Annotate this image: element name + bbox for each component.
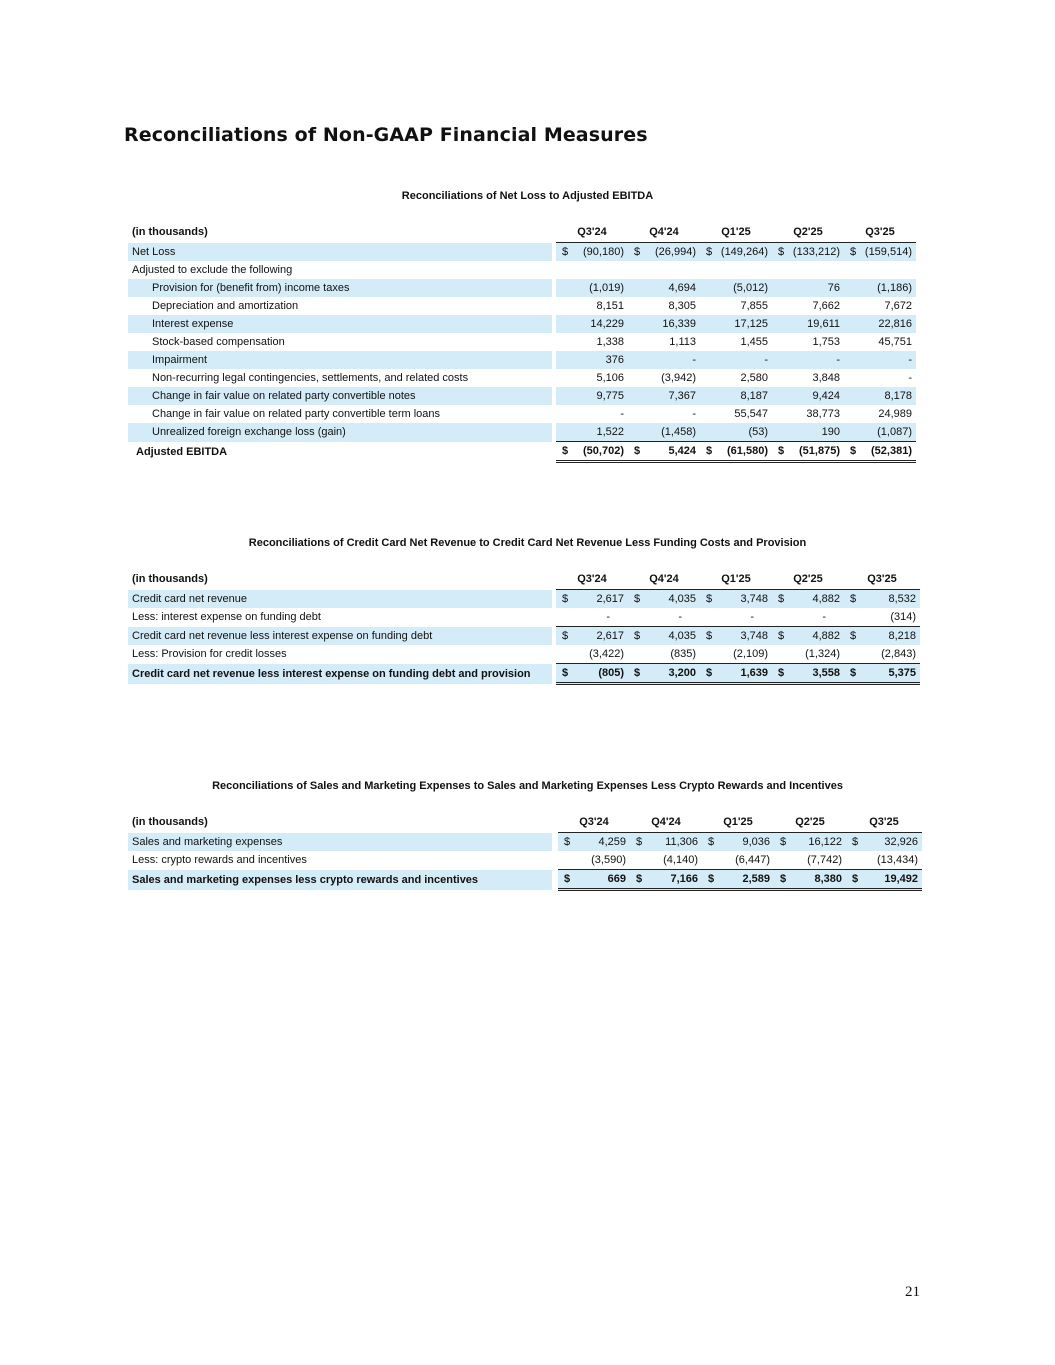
column-header: Q1'25 <box>700 569 772 590</box>
currency-symbol: $ <box>628 442 642 462</box>
table-cell: (13,434) <box>860 851 922 870</box>
row-label: Non-recurring legal contingencies, settlements, and related costs <box>152 372 469 384</box>
currency-symbol: $ <box>846 833 860 852</box>
table-cell: 8,380 <box>788 870 846 890</box>
currency-symbol: $ <box>558 833 572 852</box>
column-header: Q3'24 <box>558 812 630 833</box>
table-cell: 7,672 <box>884 300 912 312</box>
row-label: Net Loss <box>128 243 552 262</box>
column-header: Q4'24 <box>628 222 700 243</box>
table-cell: - <box>858 351 916 369</box>
table-cell: (51,875) <box>786 442 844 462</box>
table-cell: (3,590) <box>572 851 630 870</box>
table-cell: 8,305 <box>668 300 696 312</box>
table-cell: (1,186) <box>858 279 916 297</box>
table-cell: 376 <box>570 351 628 369</box>
currency-symbol: $ <box>558 870 572 890</box>
table-cell: 8,178 <box>858 387 916 405</box>
table-cell: 4,882 <box>786 590 844 609</box>
table-cell: (2,843) <box>858 645 920 664</box>
column-header: Q3'24 <box>556 222 628 243</box>
currency-symbol: $ <box>628 590 642 609</box>
table-cell: 9,424 <box>786 387 844 405</box>
row-label: Sales and marketing expenses <box>128 833 552 852</box>
table-cell: - <box>570 608 628 627</box>
table-cell: (314) <box>858 608 920 627</box>
credit-card-table-title: Reconciliations of Credit Card Net Revenue to Credit Card Net Revenue Less Funding Costs and Provision <box>248 537 807 549</box>
table-cell: 1,113 <box>669 336 696 348</box>
column-header: Q2'25 <box>772 222 844 243</box>
row-label: Adjusted to exclude the following <box>132 264 293 276</box>
currency-symbol: $ <box>702 833 716 852</box>
table-cell: 2,580 <box>740 372 768 384</box>
table-cell: 8,187 <box>714 387 772 405</box>
table-cell: 5,424 <box>642 442 700 462</box>
table-cell: - <box>714 351 772 369</box>
currency-symbol: $ <box>630 833 644 852</box>
table-cell: (133,212) <box>786 243 844 262</box>
row-label: Impairment <box>128 351 552 369</box>
currency-symbol: $ <box>628 243 642 262</box>
row-label: Stock-based compensation <box>152 336 285 348</box>
row-label: Depreciation and amortization <box>152 300 299 312</box>
table-cell: (2,109) <box>714 645 772 664</box>
currency-symbol: $ <box>772 590 786 609</box>
table-cell: 5,106 <box>596 372 624 384</box>
row-label: Unrealized foreign exchange loss (gain) <box>128 423 552 442</box>
table-cell: 3,848 <box>812 372 840 384</box>
currency-symbol: $ <box>628 664 642 684</box>
table-cell: - <box>786 351 844 369</box>
table-cell: (26,994) <box>642 243 700 262</box>
row-label: Sales and marketing expenses less crypto rewards and incentives <box>128 870 552 890</box>
table-cell: 5,375 <box>858 664 920 684</box>
row-label: Less: Provision for credit losses <box>132 648 287 661</box>
table-cell: 38,773 <box>806 408 840 420</box>
table-cell: (3,422) <box>570 645 628 664</box>
table-cell: 76 <box>786 279 844 297</box>
currency-symbol: $ <box>844 664 858 684</box>
table-row <box>128 387 916 405</box>
row-label: Adjusted EBITDA <box>136 445 228 458</box>
column-header: Q2'25 <box>772 569 844 590</box>
table-cell: 14,229 <box>570 315 628 333</box>
table-cell: (1,324) <box>786 645 844 664</box>
unit-label: (in thousands) <box>132 816 208 829</box>
table-row <box>128 833 922 852</box>
table-cell: 22,816 <box>858 315 916 333</box>
table-cell: 4,259 <box>572 833 630 852</box>
table-cell: (50,702) <box>570 442 628 462</box>
table-cell: 4,882 <box>786 627 844 646</box>
row-label: Change in fair value on related party convertible notes <box>128 387 552 405</box>
table-cell: 19,611 <box>786 315 844 333</box>
table-cell: 17,125 <box>714 315 772 333</box>
table-cell: 3,558 <box>786 664 844 684</box>
table-cell: 11,306 <box>644 833 702 852</box>
table-cell: 2,617 <box>570 627 628 646</box>
sales-marketing-table-title: Reconciliations of Sales and Marketing Expenses to Sales and Marketing Expenses Less Crypto Rewards and Incentives <box>212 780 843 792</box>
table-cell: 7,166 <box>644 870 702 890</box>
table-cell: (159,514) <box>858 243 916 262</box>
row-label: Credit card net revenue less interest expense on funding debt and provision <box>128 664 552 684</box>
table-row <box>128 627 920 646</box>
currency-symbol: $ <box>844 243 858 262</box>
table-row <box>128 261 916 279</box>
table-cell: 3,200 <box>642 664 700 684</box>
table-cell: 2,617 <box>570 590 628 609</box>
unit-label: (in thousands) <box>132 226 208 239</box>
ebitda-table-title: Reconciliations of Net Loss to Adjusted EBITDA <box>401 190 654 202</box>
total-row <box>128 442 916 462</box>
table-cell: - <box>786 608 844 627</box>
currency-symbol: $ <box>844 590 858 609</box>
table-cell: 4,035 <box>642 590 700 609</box>
table-row <box>128 315 916 333</box>
table-row <box>128 405 916 423</box>
currency-symbol: $ <box>628 627 642 646</box>
table-row <box>128 351 916 369</box>
currency-symbol: $ <box>772 442 786 462</box>
row-label: Credit card net revenue less interest expense on funding debt <box>128 627 552 646</box>
table-cell: (3,942) <box>661 372 696 384</box>
currency-symbol: $ <box>774 833 788 852</box>
currency-symbol: $ <box>702 870 716 890</box>
table-cell: 190 <box>786 423 844 442</box>
currency-symbol: $ <box>844 442 858 462</box>
table-cell: 3,748 <box>714 590 772 609</box>
table-cell: 1,522 <box>570 423 628 442</box>
column-header: Q3'25 <box>846 812 922 833</box>
currency-symbol: $ <box>772 243 786 262</box>
table-header-row <box>128 569 920 590</box>
table-cell: 55,547 <box>734 408 768 420</box>
table-row <box>128 851 922 870</box>
currency-symbol: $ <box>700 664 714 684</box>
table-cell: (1,019) <box>570 279 628 297</box>
table-cell: 8,532 <box>858 590 920 609</box>
table-cell: (6,447) <box>716 851 774 870</box>
column-header: Q4'24 <box>628 569 700 590</box>
table-cell: (5,012) <box>714 279 772 297</box>
table-cell: - <box>714 608 772 627</box>
table-cell: (7,742) <box>788 851 846 870</box>
row-label: Change in fair value on related party convertible term loans <box>152 408 440 420</box>
row-label: Less: interest expense on funding debt <box>132 611 321 624</box>
currency-symbol: $ <box>772 664 786 684</box>
currency-symbol: $ <box>556 243 570 262</box>
table-row <box>128 423 916 442</box>
table-cell: - <box>692 408 696 420</box>
unit-label: (in thousands) <box>132 573 208 586</box>
table-cell: (1,087) <box>858 423 916 442</box>
table-cell: 9,036 <box>716 833 774 852</box>
sales-marketing-table <box>128 812 922 891</box>
table-cell: 9,775 <box>570 387 628 405</box>
table-row <box>128 590 920 609</box>
currency-symbol: $ <box>700 442 714 462</box>
table-row <box>128 333 916 351</box>
table-row <box>128 243 916 262</box>
table-row <box>128 369 916 387</box>
column-header: Q3'25 <box>844 569 920 590</box>
table-cell: (805) <box>570 664 628 684</box>
table-cell: - <box>908 372 912 384</box>
currency-symbol: $ <box>844 627 858 646</box>
row-label: Interest expense <box>128 315 552 333</box>
page-title: Reconciliations of Non-GAAP Financial Measures <box>124 124 648 146</box>
table-cell: 7,855 <box>740 300 768 312</box>
row-label: Provision for (benefit from) income taxes <box>128 279 552 297</box>
currency-symbol: $ <box>556 664 570 684</box>
table-cell: 2,589 <box>716 870 774 890</box>
table-cell: 1,455 <box>740 336 768 348</box>
table-cell: 1,338 <box>596 336 624 348</box>
table-row <box>128 297 916 315</box>
table-row <box>128 279 916 297</box>
page-number: 21 <box>905 1284 920 1300</box>
currency-symbol: $ <box>774 870 788 890</box>
column-header: Q1'25 <box>702 812 774 833</box>
row-label: Credit card net revenue <box>128 590 552 609</box>
currency-symbol: $ <box>700 627 714 646</box>
table-cell: (61,580) <box>714 442 772 462</box>
currency-symbol: $ <box>700 243 714 262</box>
table-row <box>128 645 920 664</box>
currency-symbol: $ <box>700 590 714 609</box>
table-cell: 1,753 <box>812 336 840 348</box>
total-row <box>128 664 920 684</box>
table-row <box>128 608 920 627</box>
column-header: Q3'24 <box>556 569 628 590</box>
column-header: Q2'25 <box>774 812 846 833</box>
table-cell: 24,989 <box>878 408 912 420</box>
table-cell: (4,140) <box>644 851 702 870</box>
table-cell: (53) <box>714 423 772 442</box>
table-cell: 3,748 <box>714 627 772 646</box>
currency-symbol: $ <box>556 442 570 462</box>
currency-symbol: $ <box>772 627 786 646</box>
table-cell: - <box>642 608 700 627</box>
column-header: Q3'25 <box>844 222 916 243</box>
table-cell: (149,264) <box>714 243 772 262</box>
table-cell: 8,151 <box>596 300 624 312</box>
table-cell: 4,694 <box>642 279 700 297</box>
table-cell: 669 <box>572 870 630 890</box>
table-cell: 19,492 <box>860 870 922 890</box>
table-cell: 16,122 <box>788 833 846 852</box>
table-cell: (1,458) <box>642 423 700 442</box>
currency-symbol: $ <box>556 590 570 609</box>
column-header: Q1'25 <box>700 222 772 243</box>
table-cell: 45,751 <box>878 336 912 348</box>
column-header: Q4'24 <box>630 812 702 833</box>
table-cell: - <box>620 408 624 420</box>
total-row <box>128 870 922 890</box>
table-cell: 4,035 <box>642 627 700 646</box>
table-header-row <box>128 812 922 833</box>
table-cell: - <box>642 351 700 369</box>
table-cell: 1,639 <box>714 664 772 684</box>
table-cell: 8,218 <box>858 627 920 646</box>
credit-card-table <box>128 569 920 685</box>
table-cell: 32,926 <box>860 833 922 852</box>
currency-symbol: $ <box>556 627 570 646</box>
table-cell: 16,339 <box>642 315 700 333</box>
row-label: Less: crypto rewards and incentives <box>132 854 307 867</box>
table-header-row <box>128 222 916 243</box>
table-cell: 7,662 <box>812 300 840 312</box>
currency-symbol: $ <box>846 870 860 890</box>
table-cell: 7,367 <box>642 387 700 405</box>
table-cell: (835) <box>642 645 700 664</box>
table-cell: (90,180) <box>570 243 628 262</box>
currency-symbol: $ <box>630 870 644 890</box>
table-cell: (52,381) <box>858 442 916 462</box>
ebitda-table <box>128 222 916 463</box>
